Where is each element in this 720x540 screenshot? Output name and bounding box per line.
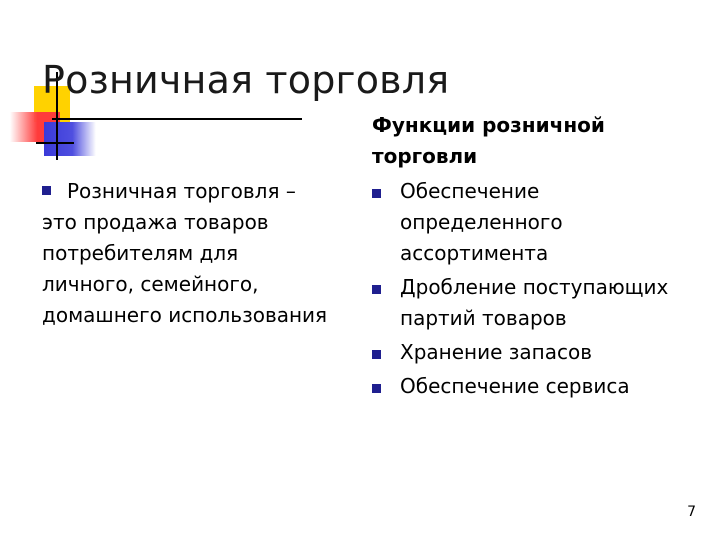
list-item <box>372 371 702 402</box>
definition-block <box>42 176 352 331</box>
list-item-line: Обеспечение сервиса <box>400 374 630 398</box>
definition-line: домашнего использования <box>42 303 328 327</box>
page-number: 7 <box>687 504 696 520</box>
square-bullet-icon <box>372 285 381 294</box>
square-bullet-icon <box>372 384 381 393</box>
definition-line: личного, семейного, <box>42 272 259 296</box>
list-item <box>372 272 702 334</box>
definition-line: это продажа товаров <box>42 210 269 234</box>
list-item <box>372 337 702 368</box>
title-underline <box>52 118 302 120</box>
functions-heading-line: Функции розничной <box>372 113 605 137</box>
list-item-line: определенного <box>400 210 563 234</box>
functions-list <box>372 176 702 405</box>
blue-square-decoration <box>44 122 96 156</box>
list-item-line: Хранение запасов <box>400 340 593 364</box>
definition-line: потребителям для <box>42 241 239 265</box>
slide-title: Розничная торговля <box>42 58 450 102</box>
list-item-line: Дробление поступающих <box>400 275 669 299</box>
horizontal-line-decoration <box>36 142 74 144</box>
square-bullet-icon <box>372 189 381 198</box>
functions-heading <box>372 110 692 172</box>
list-item-line: партий товаров <box>400 306 567 330</box>
square-bullet-icon <box>372 350 381 359</box>
functions-heading-line: торговли <box>372 144 478 168</box>
list-item <box>372 176 702 269</box>
list-item-line: Обеспечение <box>400 179 540 203</box>
definition-first-line <box>42 176 352 207</box>
square-bullet-icon <box>42 186 51 195</box>
list-item-line: ассортимента <box>400 241 549 265</box>
definition-term: Розничная торговля – <box>67 179 296 203</box>
